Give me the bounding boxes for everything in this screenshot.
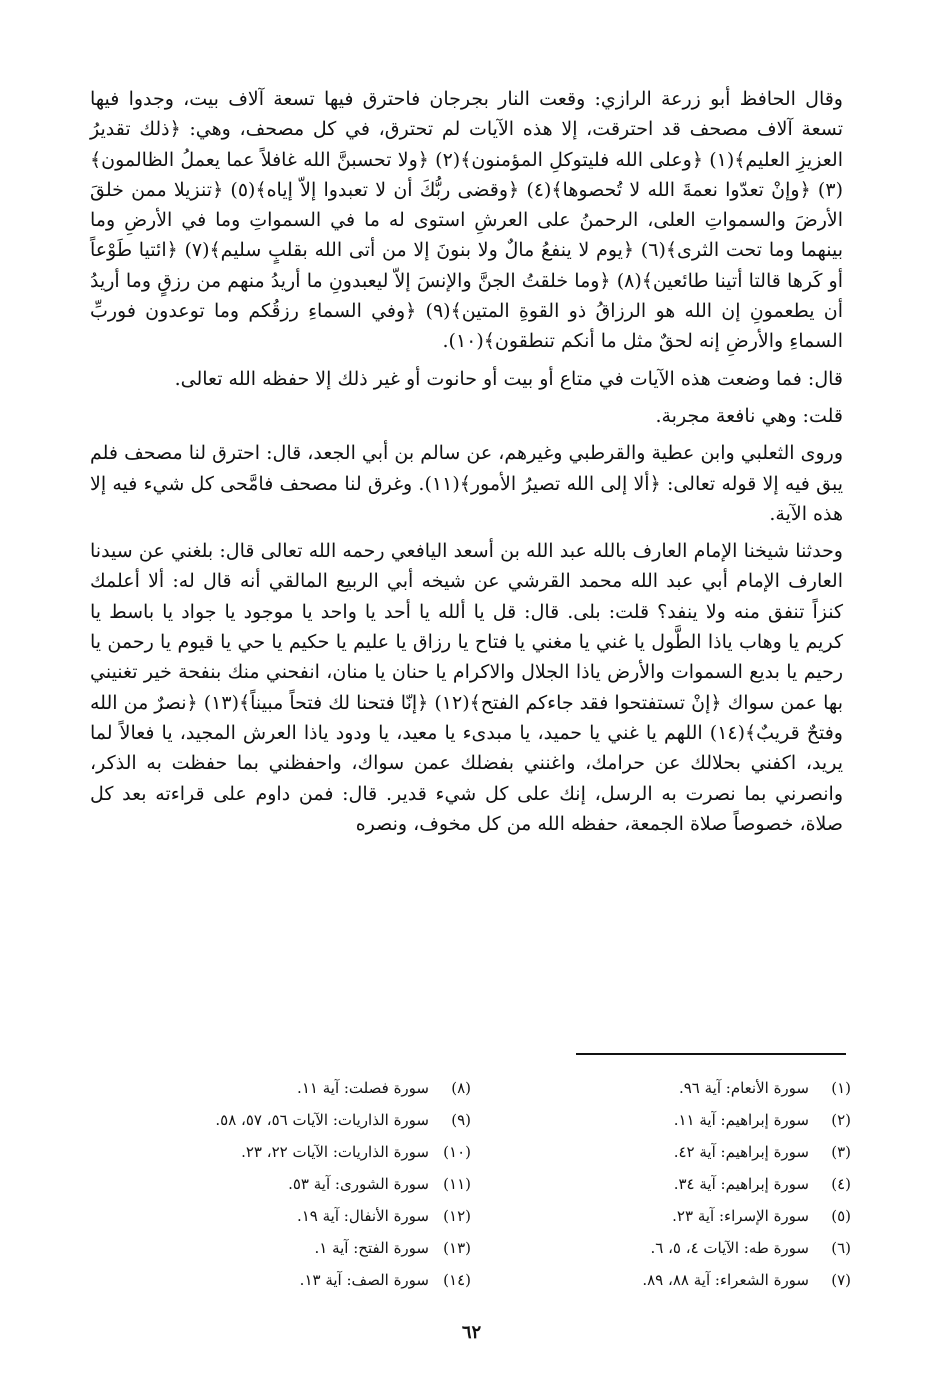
footnote-item <box>81 1232 471 1264</box>
footnote-separator <box>576 1053 846 1055</box>
main-text <box>90 84 843 846</box>
paragraph-qultu: قلت: وهي نافعة مجربة. <box>655 404 843 427</box>
footnote-item <box>81 1072 471 1104</box>
footnote-number: (٧) <box>831 1271 851 1289</box>
footnote-text: سورة إبراهيم: آية ٤٢. <box>673 1143 809 1161</box>
footnote-text: سورة الصف: آية ١٣. <box>299 1271 429 1289</box>
footnote-text: سورة الأنعام: آية ٩٦. <box>678 1079 809 1097</box>
footnote-number: (٦) <box>831 1239 851 1257</box>
footnote-item <box>81 1264 471 1296</box>
footnote-number: (٥) <box>831 1207 851 1225</box>
footnote-item <box>561 1200 851 1232</box>
footnote-number: (١) <box>831 1079 851 1097</box>
paragraph-qala: قال: فما وضعت هذه الآيات في متاع أو بيت أو حانوت أو غير ذلك إلا حفظه الله تعالى. <box>174 367 843 390</box>
footnotes-left-column <box>81 1072 471 1296</box>
footnote-text: سورة فصلت: آية ١١. <box>297 1079 429 1097</box>
page-number: ٦٢ <box>461 1322 482 1343</box>
footnote-text: سورة الشعراء: آية ٨٨، ٨٩. <box>642 1271 809 1289</box>
paragraph-thalabi: وروى الثعلبي وابن عطية والقرطبي وغيرهم، عن سالم بن أبي الجعد، قال: احترق لنا مصحف فلم يبق فيه إلا قوله تعالى: ﴿ألا إلى الله تصيرُ الأمور﴾(١١). وغرق لنا مصحف فامَّحى كل شيء فيه إلا هذه الآية. <box>90 442 843 525</box>
footnote-text: سورة طه: الآيات ٤، ٥، ٦. <box>650 1239 809 1257</box>
footnote-number: (١١) <box>443 1175 471 1193</box>
footnote-number: (٤) <box>831 1175 851 1193</box>
footnote-text: سورة الأنفال: آية ١٩. <box>296 1207 429 1225</box>
footnote-item <box>81 1136 471 1168</box>
footnote-item <box>561 1136 851 1168</box>
footnote-number: (١٠) <box>443 1143 471 1161</box>
footnote-item <box>81 1168 471 1200</box>
footnote-number: (٣) <box>831 1143 851 1161</box>
footnotes-right-column <box>561 1072 851 1296</box>
footnote-item <box>561 1264 851 1296</box>
footnote-item <box>561 1168 851 1200</box>
footnote-item <box>81 1200 471 1232</box>
footnote-text: سورة الفتح: آية ١. <box>314 1239 429 1257</box>
footnote-number: (٨) <box>451 1079 471 1097</box>
footnote-text: سورة الذاريات: الآيات ٥٦، ٥٧، ٥٨. <box>215 1111 429 1129</box>
footnote-text: سورة الإسراء: آية ٢٣. <box>672 1207 809 1225</box>
footnote-item <box>81 1104 471 1136</box>
paragraph-abu-zurah: وقال الحافظ أبو زرعة الرازي: وقعت النار بجرجان فاحترق فيها تسعة آلاف بيت، وجدوا فيها تسعة آلاف مصحف قد احترقت، إلا هذه الآيات لم تحترق، في كل مصحف، وهي: ﴿ذلك تقديرُ العزيزِ العليم﴾(١) ﴿وعلى الله فليتوكلِ المؤمنون﴾(٢) ﴿ولا تحسبنَّ الله غافلاً عما يعملُ الظالمون﴾(٣) ﴿وإنْ تعدّوا نعمةَ الله لا تُحصوها﴾(٤) ﴿وقضى ربُّكَ أن لا تعبدوا إلاّ إياه﴾(٥) ﴿تنزيلا ممن خلقَ الأرضَ والسمواتِ العلى، الرحمنُ على العرشِ استوى له ما في السمواتِ وما في الأرضِ وما بينهما وما تحت الثرى﴾(٦) ﴿يوم لا ينفعُ مالٌ ولا بنونَ إلا من أتى الله بقلبٍ سليم﴾(٧) ﴿ائتيا طَوْعاً أو كَرها قالتا أتينا طائعين﴾(٨) ﴿وما خلقتُ الجنَّ والإنسَ إلاّ ليعبدونِ ما أريدُ منهم من رزقٍ وما أريدُ أن يطعمونِ إن الله هو الرزاقُ ذو القوةِ المتين﴾(٩) ﴿وفي السماءِ رزقُكم وما توعدون فوربِّ السماءِ والأرضِ إنه لحقٌ مثل ما أنكم تنطقون﴾(١٠). <box>90 88 843 353</box>
footnote-text: سورة إبراهيم: آية ١١. <box>673 1111 809 1129</box>
footnote-item <box>561 1232 851 1264</box>
footnote-item <box>561 1072 851 1104</box>
footnote-text: سورة إبراهيم: آية ٣٤. <box>673 1175 809 1193</box>
footnote-number: (٢) <box>831 1111 851 1129</box>
footnote-text: سورة الشورى: آية ٥٣. <box>288 1175 429 1193</box>
footnote-number: (١٣) <box>443 1239 471 1257</box>
footnote-text: سورة الذاريات: الآيات ٢٢، ٢٣. <box>241 1143 429 1161</box>
footnote-item <box>561 1104 851 1136</box>
footnote-number: (٩) <box>451 1111 471 1129</box>
footnote-number: (١٢) <box>443 1207 471 1225</box>
footnote-number: (١٤) <box>443 1271 471 1289</box>
paragraph-yafii: وحدثنا شيخنا الإمام العارف بالله عبد الله بن أسعد اليافعي رحمه الله تعالى قال: بلغني عن سيدنا العارف الإمام أبي عبد الله محمد القرشي عن شيخه أبي الربيع المالقي أنه قال له: ألا أعلمك كنزاً تنفق منه ولا ينفد؟ قلت: بلى. قال: قل يا ألله يا أحد يا واحد يا موجود يا جواد يا باسط يا كريم يا وهاب ياذا الطَّول يا غني يا مغني يا فتاح يا رزاق يا عليم يا حكيم يا حي يا قيوم يا رحمن يا رحيم يا بديع السموات والأرض ياذا الجلال والاكرام يا حنان يا منان، انفحني منك بنفحة خير تغنيني بها عمن سواك ﴿إنْ تستفتحوا فقد جاءكم الفتح﴾(١٢) ﴿إنّا فتحنا لك فتحاً مبيناً﴾(١٣) ﴿نصرٌ من الله وفتحٌ قريبٌ﴾(١٤) اللهم يا غني يا حميد، يا مبدىء يا معيد، يا ودود ياذا العرش المجيد، يا فعالاً لما يريد، اكفني بحلالك عن حرامك، واغنني بفضلك عمن سواك، واحفظني بما حفظت به الذكر، وانصرني بما نصرت به الرسل، إنك على كل شيء قدير. قال: فمن داوم على قراءته بعد كل صلاة، خصوصاً صلاة الجمعة، حفظه الله من كل مخوف، ونصره <box>90 540 843 835</box>
